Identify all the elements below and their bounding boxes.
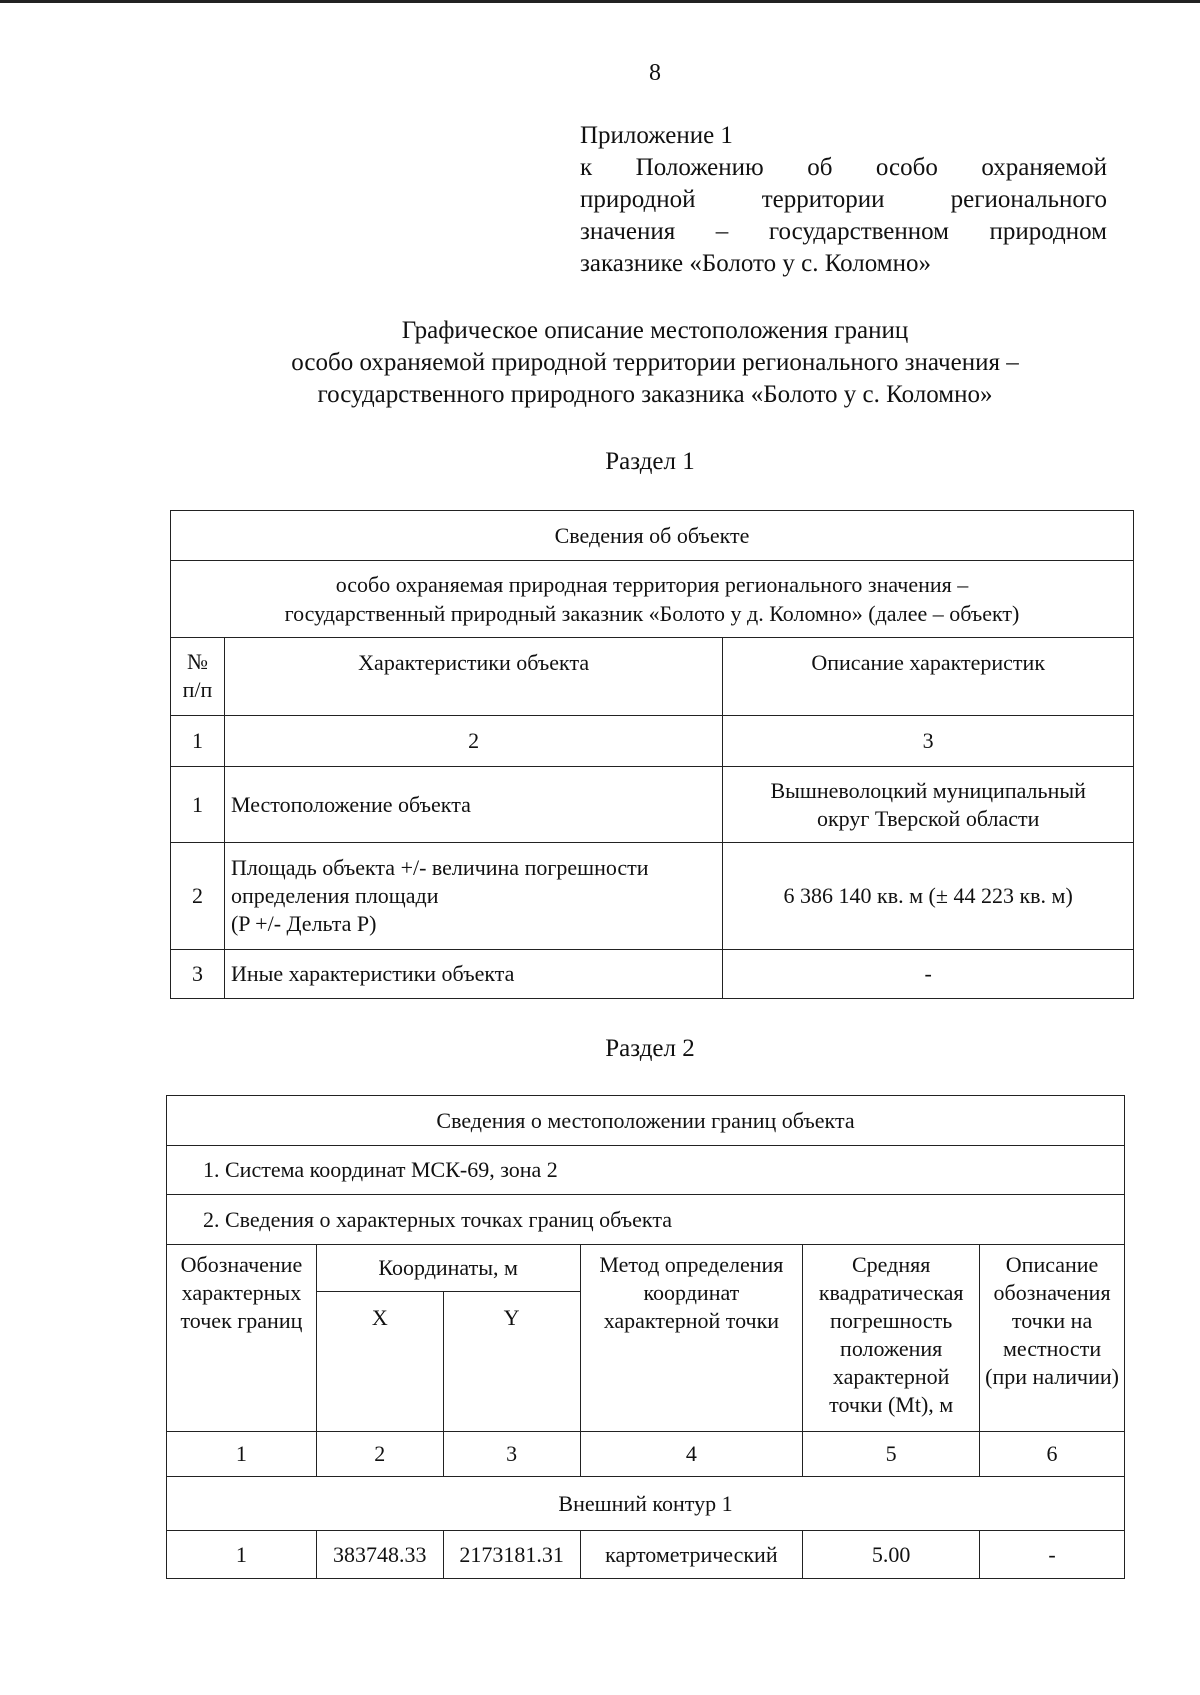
object-name-line: государственный природный заказник «Болото у д. Коломно» (далее – объект) <box>284 601 1020 626</box>
col-header-num-line: № <box>186 649 208 674</box>
index-cell: 5 <box>803 1432 980 1477</box>
title-line: государственного природного заказника «Болото у с. Коломно» <box>317 381 993 408</box>
table-header: Сведения об объекте <box>171 511 1134 561</box>
object-info-table <box>170 510 1134 999</box>
object-name-line: особо охраняемая природная территория регионального значения – <box>335 572 969 597</box>
col-header-method: Метод определения координат характерной точки <box>580 1245 803 1432</box>
top-border-line <box>0 0 1200 3</box>
col-header-point-description: Описание обозначения точки на местности (при наличии) <box>980 1245 1125 1432</box>
row-number: 3 <box>171 950 225 999</box>
col-header-num-line: п/п <box>182 677 213 702</box>
characteristic-line: определения площади <box>230 883 439 908</box>
index-cell: 4 <box>580 1432 803 1477</box>
characteristic-line: Площадь объекта +/- величина погрешности <box>230 855 649 880</box>
row-number: 1 <box>171 767 225 843</box>
index-cell: 1 <box>167 1432 317 1477</box>
index-cell: 3 <box>723 716 1134 767</box>
point-mt: 5.00 <box>803 1531 980 1579</box>
col-header-point-id: Обозначение характерных точек границ <box>167 1245 317 1432</box>
document-title <box>0 315 1200 411</box>
description-cell: Вышневолоцкий муниципальный округ Тверской области <box>723 767 1134 843</box>
col-header-x: X <box>316 1292 443 1432</box>
point-id: 1 <box>167 1531 317 1579</box>
col-header-coordinates: Координаты, м <box>316 1245 580 1292</box>
col-header-y: Y <box>443 1292 580 1432</box>
characteristic-cell <box>224 843 722 950</box>
description-cell: 6 386 140 кв. м (± 44 223 кв. м) <box>723 843 1134 950</box>
points-info-row: 2. Сведения о характерных точках границ объекта <box>167 1195 1125 1245</box>
appendix-line: значения – государственном природном <box>580 218 1107 245</box>
col-header-mt: Средняя квадратическая погрешность положения характерной точки (Mt), м <box>803 1245 980 1432</box>
object-name-cell <box>171 561 1134 638</box>
point-method: картометрический <box>580 1531 803 1579</box>
point-y: 2173181.31 <box>443 1531 580 1579</box>
characteristic-line: (P +/- Дельта P) <box>230 911 377 936</box>
point-x: 383748.33 <box>316 1531 443 1579</box>
col-header-characteristics: Характеристики объекта <box>224 638 722 716</box>
page-number: 8 <box>649 60 661 86</box>
appendix-line: Приложение 1 <box>580 122 733 149</box>
point-description: - <box>980 1531 1125 1579</box>
col-header-description: Описание характеристик <box>723 638 1134 716</box>
title-line: особо охраняемой природной территории регионального значения – <box>291 349 1019 376</box>
appendix-line: заказнике «Болото у с. Коломно» <box>580 250 932 277</box>
index-cell: 6 <box>980 1432 1125 1477</box>
section2-label: Раздел 2 <box>605 1035 695 1062</box>
appendix-note <box>580 120 1107 280</box>
characteristic-cell: Иные характеристики объекта <box>224 950 722 999</box>
table-header: Сведения о местоположении границ объекта <box>167 1096 1125 1146</box>
index-cell: 2 <box>316 1432 443 1477</box>
index-cell: 1 <box>171 716 225 767</box>
col-header-num <box>171 638 225 716</box>
table-row <box>167 1531 1125 1579</box>
coord-system-row: 1. Система координат МСК-69, зона 2 <box>167 1146 1125 1195</box>
characteristic-cell: Местоположение объекта <box>224 767 722 843</box>
section1-label: Раздел 1 <box>605 448 695 475</box>
description-cell: - <box>723 950 1134 999</box>
appendix-line: природной территории регионального <box>580 186 1107 213</box>
appendix-line: к Положению об особо охраняемой <box>580 154 1107 181</box>
index-cell: 3 <box>443 1432 580 1477</box>
row-number: 2 <box>171 843 225 950</box>
boundary-points-table <box>166 1095 1125 1579</box>
index-cell: 2 <box>224 716 722 767</box>
title-line: Графическое описание местоположения границ <box>401 317 909 344</box>
contour-label: Внешний контур 1 <box>167 1477 1125 1531</box>
